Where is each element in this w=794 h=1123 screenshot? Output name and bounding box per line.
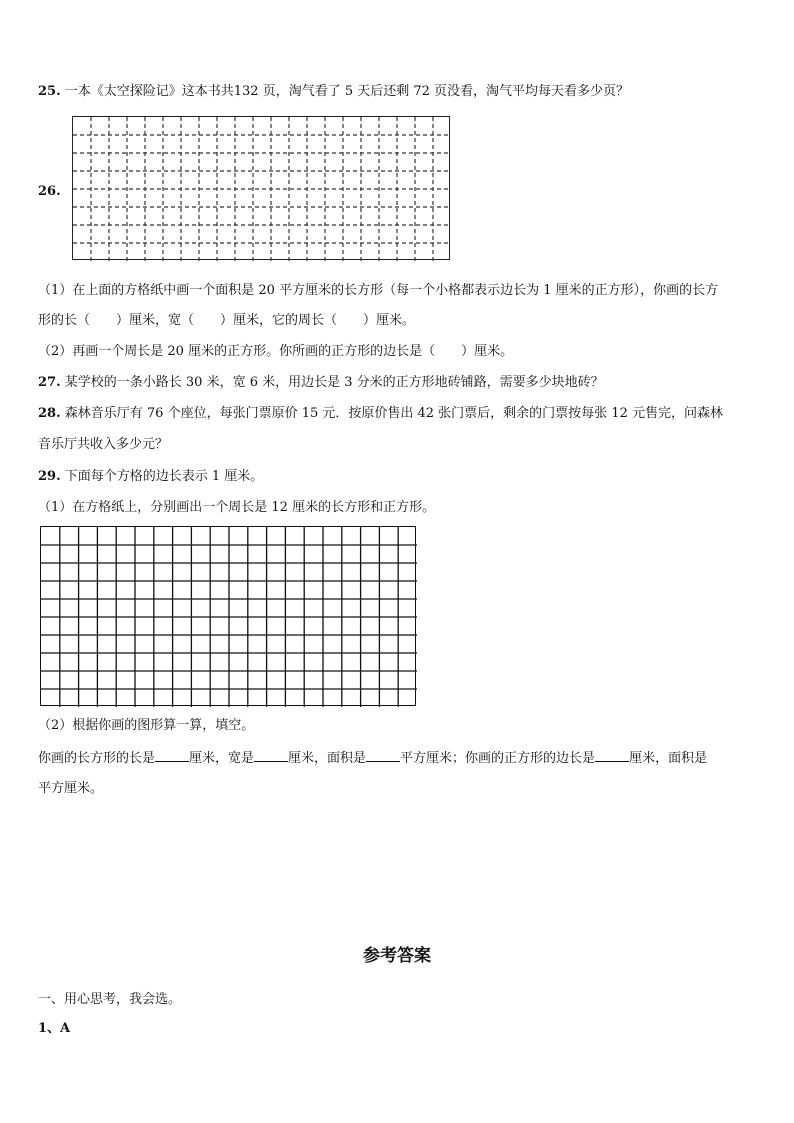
fill-text: 厘米，面积是 (288, 751, 367, 766)
dashed-grid-paper (72, 116, 450, 260)
question-28-line1 (38, 405, 723, 423)
answers-title: 参考答案 (363, 946, 431, 966)
question-26-part1-line2: 形的长（ ）厘米，宽（ ）厘米，它的周长（ ）厘米。 (38, 313, 416, 328)
fill-text: 你画的长方形的长是 (38, 751, 156, 766)
question-number: 28. (38, 406, 61, 421)
solid-grid-lines (41, 527, 417, 707)
fill-blank[interactable] (595, 749, 629, 762)
question-number: 29. (38, 469, 61, 484)
fill-blank[interactable] (155, 749, 189, 762)
fill-text: 厘米，面积是 (629, 751, 708, 766)
solid-grid-paper (40, 526, 416, 706)
question-text: 一本《太空探险记》这本书共132 页，淘气看了 5 天后还剩 72 页没看，淘气平均每天看多少页？ (64, 84, 630, 99)
question-number: 26. (38, 184, 61, 199)
question-29-part2: （2）根据你画的图形算一算，填空。 (38, 718, 255, 733)
question-text: 下面每个方格的边长表示 1 厘米。 (64, 469, 264, 484)
question-text: 森林音乐厅有 76 个座位，每张门票原价 15 元．按原价售出 42 张门票后，剩余的门票按每张 12 元售完，问森林 (64, 406, 723, 421)
question-number: 27. (38, 375, 61, 390)
question-29 (38, 468, 263, 486)
question-27 (38, 374, 604, 392)
answers-section-heading: 一、用心思考，我会选。 (38, 992, 182, 1007)
dashed-grid-lines (73, 117, 451, 261)
question-29-fill-line2: 平方厘米。 (38, 781, 104, 796)
question-29-part1: （1）在方格纸上，分别画出一个周长是 12 厘米的长方形和正方形。 (38, 500, 436, 515)
question-number: 25. (38, 84, 61, 99)
fill-text: 平方厘米；你画的正方形的边长是 (400, 751, 596, 766)
fill-text: 厘米，宽是 (189, 751, 255, 766)
question-29-fill-line (38, 749, 707, 768)
fill-blank[interactable] (254, 749, 288, 762)
question-26-number (38, 183, 61, 201)
question-text: 某学校的一条小路长 30 米，宽 6 米，用边长是 3 分米的正方形地砖铺路，需要多少块地砖？ (64, 375, 604, 390)
answer-item-1: 1、A (38, 1021, 71, 1036)
question-28-line2: 音乐厅共收入多少元？ (38, 437, 169, 452)
question-26-part2: （2）再画一个周长是 20 厘米的正方形。你所画的正方形的边长是（ ）厘米。 (38, 344, 514, 359)
question-25 (38, 83, 629, 101)
fill-blank[interactable] (366, 749, 400, 762)
question-26-part1-line1: （1）在上面的方格纸中画一个面积是 20 平方厘米的长方形（每一个小格都表示边长为 1 厘米的正方形），你画的长方 (38, 283, 719, 298)
